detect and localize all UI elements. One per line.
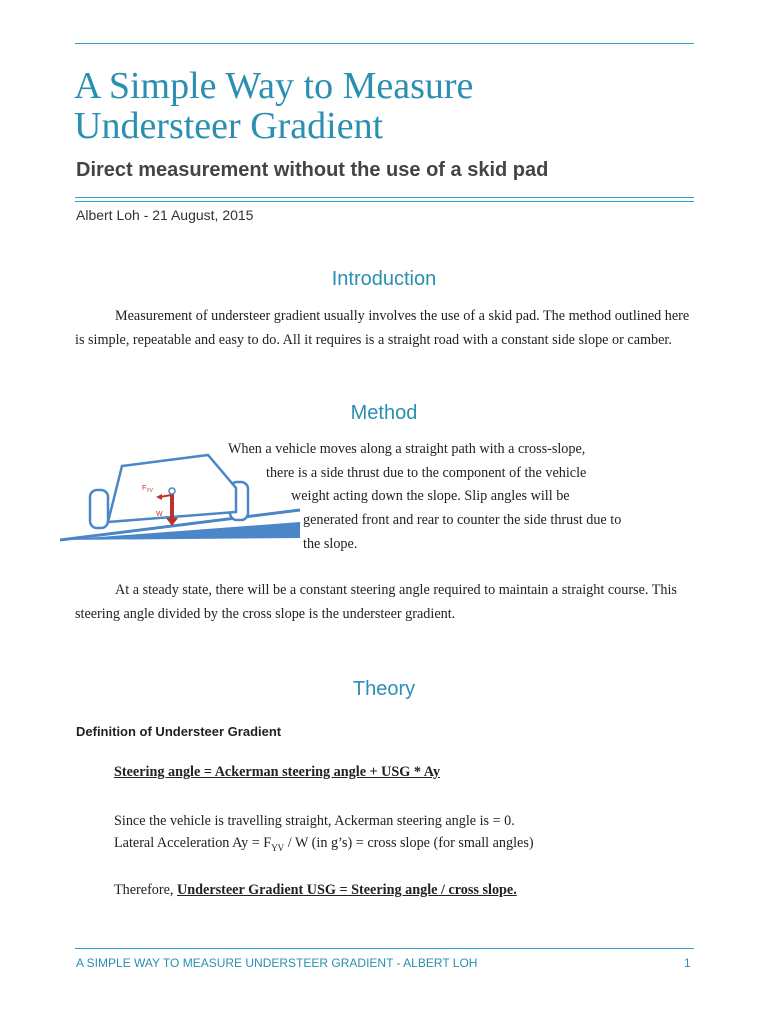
- method-line-1: When a vehicle moves along a straight path with a cross-slope,: [228, 441, 586, 457]
- intro-paragraph: Measurement of understeer gradient usually involves the use of a skid pad. The method outlined here is simple, repeatable and easy to do. All it requires is a straight road with a constant side slope or camber.: [75, 308, 690, 348]
- title-line-1: A Simple Way to Measure: [74, 65, 474, 107]
- method-paragraph-2: At a steady state, there will be a constant steering angle required to maintain a straight course. This steering angle divided by the cross slope is the understeer gradient.: [75, 582, 677, 622]
- theory-line-3: Therefore, Understeer Gradient USG = Steering angle / cross slope.: [114, 882, 517, 898]
- force-label: $F_{YV}$: [142, 485, 153, 494]
- theory-line-1: Since the vehicle is travelling straight, Ackerman steering angle is = 0.: [114, 813, 515, 829]
- footer-rule: [75, 948, 694, 949]
- heading-introduction: Introduction: [331, 268, 437, 290]
- title-line-2: Understeer Gradient: [74, 105, 384, 147]
- heading-theory: Theory: [352, 678, 416, 700]
- definition-heading: Definition of Understeer Gradient: [76, 724, 282, 739]
- top-rule: [75, 43, 694, 44]
- subtitle: Direct measurement without the use of a skid pad: [76, 159, 549, 181]
- method-line-3: weight acting down the slope. Slip angles will be: [291, 488, 570, 504]
- weight-label: W: [156, 511, 163, 518]
- subtitle-rule-1: [75, 197, 694, 198]
- page-title: [74, 66, 694, 146]
- method-line-5: the slope.: [303, 536, 358, 552]
- method-line-2: there is a side thrust due to the component of the vehicle: [266, 465, 587, 481]
- center-of-gravity: [169, 488, 175, 494]
- byline: Albert Loh - 21 August, 2015: [76, 207, 254, 223]
- footer-title: A SIMPLE WAY TO MEASURE UNDERSTEER GRADIENT - ALBERT LOH: [76, 956, 478, 970]
- subtitle-rule-2: [75, 201, 694, 202]
- usg-equation: Steering angle = Ackerman steering angle + USG * Ay: [114, 764, 441, 780]
- left-wheel: [90, 490, 108, 528]
- theory-line-2: Lateral Acceleration $Ay = F_{YV} / W$ (in g’s) = cross slope (for small angles): [114, 835, 534, 853]
- method-line-4: generated front and rear to counter the side thrust due to: [303, 512, 622, 528]
- heading-method: Method: [350, 402, 418, 424]
- usg-conclusion: Understeer Gradient USG = Steering angle / cross slope.: [177, 882, 517, 898]
- page-number: 1: [684, 956, 691, 970]
